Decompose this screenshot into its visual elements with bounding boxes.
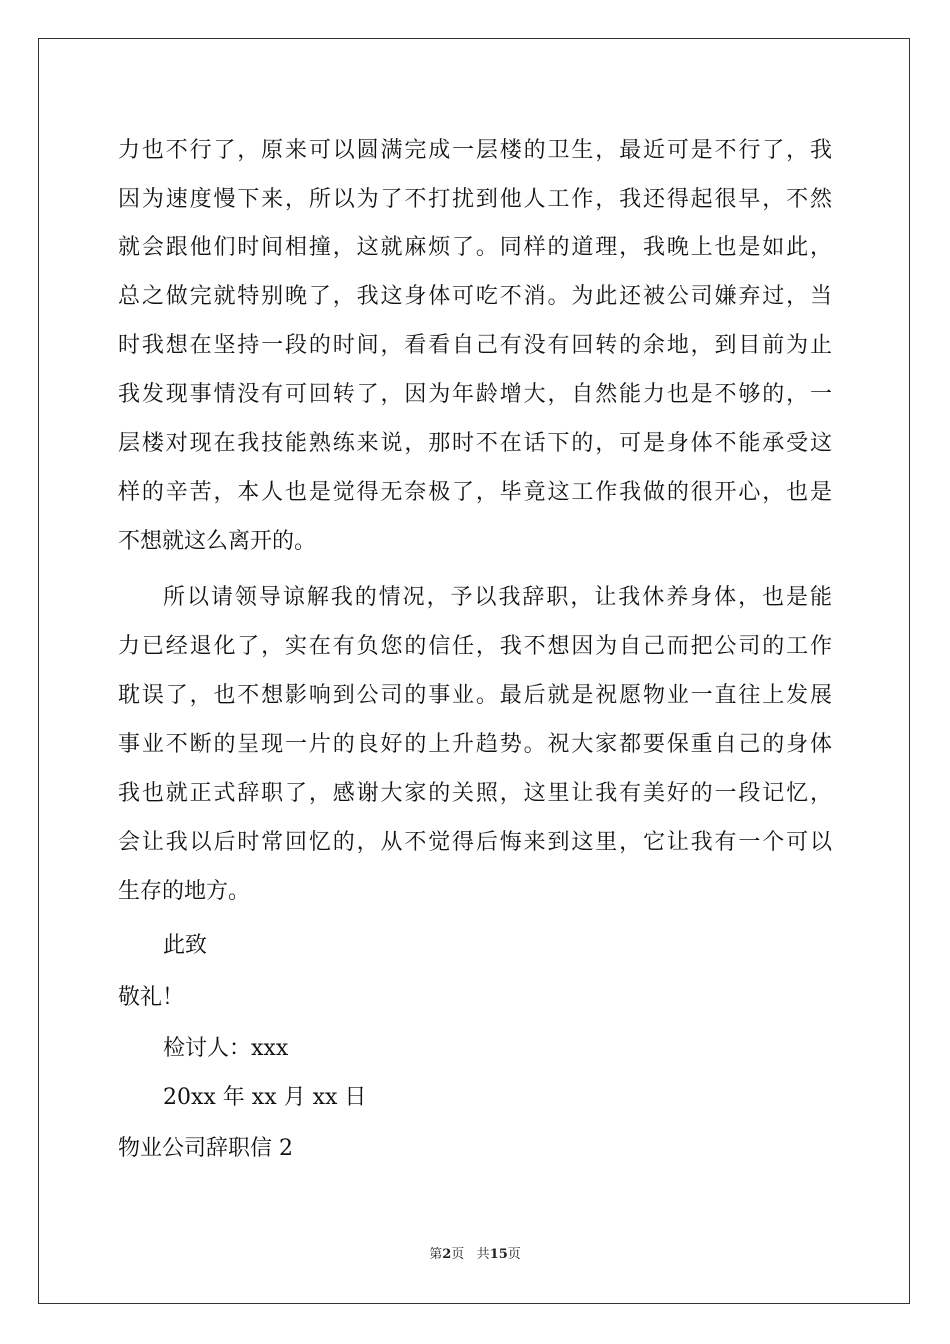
body-text-line: 因为速度慢下来，所以为了不打扰到他人工作，我还得起很早，不然 <box>118 187 832 212</box>
page-footer <box>0 1246 950 1264</box>
body-text-line: 样的辛苦，本人也是觉得无奈极了，毕竟这工作我做的很开心，也是 <box>118 480 832 505</box>
body-text-line: 我发现事情没有可回转了，因为年龄增大，自然能力也是不够的，一 <box>118 382 832 407</box>
closing-text: 此致 <box>163 933 208 958</box>
page-border <box>38 38 910 1304</box>
body-text-line: 事业不断的呈现一片的良好的上升趋势。祝大家都要保重自己的身体 <box>118 732 832 757</box>
body-text-line: 时我想在坚持一段的时间，看看自己有没有回转的余地，到目前为止 <box>118 333 832 358</box>
page-number: 2 <box>442 1247 452 1262</box>
body-text-line: 层楼对现在我技能熟练来说，那时不在话下的，可是身体不能承受这 <box>118 431 832 456</box>
date-text: 20xx 年 xx 月 xx 日 <box>163 1085 367 1110</box>
next-section-title: 物业公司辞职信 2 <box>118 1136 293 1161</box>
body-text-line: 所以请领导谅解我的情况，予以我辞职，让我休养身体，也是能 <box>163 585 832 610</box>
body-text-line: 我也就正式辞职了，感谢大家的关照，这里让我有美好的一段记忆， <box>118 781 832 806</box>
body-text-line: 生存的地方。 <box>118 879 251 904</box>
total-prefix: 共 <box>476 1247 490 1262</box>
total-suffix: 页 <box>507 1247 521 1262</box>
page-suffix: 页 <box>451 1247 465 1262</box>
body-text-line: 耽误了，也不想影响到公司的事业。最后就是祝愿物业一直往上发展 <box>118 683 832 708</box>
total-pages: 15 <box>489 1247 508 1262</box>
body-text-line: 不想就这么离开的。 <box>118 529 317 554</box>
body-text-line: 力也不行了，原来可以圆满完成一层楼的卫生，最近可是不行了，我 <box>118 138 832 163</box>
signer-text: 检讨人：xxx <box>163 1036 289 1061</box>
body-text-line: 会让我以后时常回忆的，从不觉得后悔来到这里，它让我有一个可以 <box>118 830 832 855</box>
body-text-line: 就会跟他们时间相撞，这就麻烦了。同样的道理，我晚上也是如此， <box>118 235 832 260</box>
body-text-line: 总之做完就特别晚了，我这身体可吃不消。为此还被公司嫌弃过，当 <box>118 284 832 309</box>
page-prefix: 第 <box>429 1247 443 1262</box>
body-text-line: 力已经退化了，实在有负您的信任，我不想因为自己而把公司的工作 <box>118 634 832 659</box>
salutation-text: 敬礼！ <box>118 985 185 1010</box>
